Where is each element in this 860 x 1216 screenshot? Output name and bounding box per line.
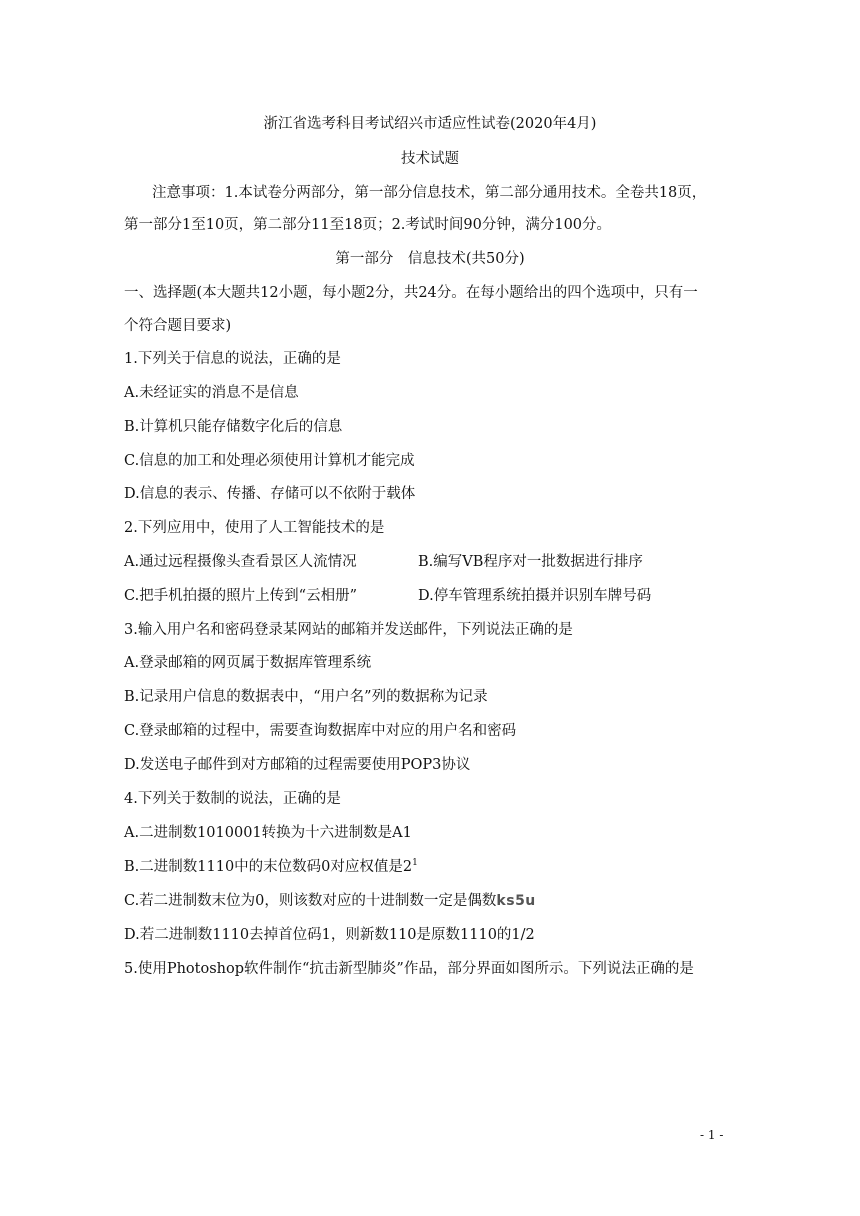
page-number: - 1 -	[700, 1128, 724, 1142]
exam-subject: 技术试题	[401, 151, 459, 167]
q3-option-c: C.登录邮箱的过程中，需要查询数据库中对应的用户名和密码	[124, 723, 517, 739]
q1-option-b: B.计算机只能存储数字化后的信息	[124, 419, 343, 435]
q4-option-c	[124, 891, 536, 911]
q3-option-d: D.发送电子邮件到对方邮箱的过程需要使用POP3协议	[124, 757, 471, 773]
q1-option-d: D.信息的表示、传播、存储可以不依附于载体	[124, 486, 416, 502]
q2-option-a: A.通过远程摄像头查看景区人流情况	[124, 554, 357, 570]
q3-stem: 3.输入用户名和密码登录某网站的邮箱并发送邮件，下列说法正确的是	[124, 622, 573, 638]
section-instructions-1: 一、选择题(本大题共12小题，每小题2分，共24分。在每小题给出的四个选项中，只有一	[124, 285, 698, 301]
q2-stem: 2.下列应用中，使用了人工智能技术的是	[124, 520, 385, 536]
q5-stem: 5.使用Photoshop软件制作“抗击新型肺炎”作品，部分界面如图所示。下列说法正确的是	[124, 961, 694, 977]
notice-line-1: 注意事项：1.本试卷分两部分，第一部分信息技术，第二部分通用技术。全卷共18页，	[152, 185, 707, 201]
q2-option-d: D.停车管理系统拍摄并识别车牌号码	[418, 588, 652, 604]
q4-option-d: D.若二进制数1110去掉首位码1，则新数110是原数1110的1/2	[124, 927, 535, 943]
q3-option-b: B.记录用户信息的数据表中，“用户名”列的数据称为记录	[124, 689, 488, 705]
part1-heading: 第一部分 信息技术(共50分)	[335, 251, 525, 267]
section-instructions-2: 个符合题目要求)	[124, 318, 232, 334]
q4-stem: 4.下列关于数制的说法，正确的是	[124, 791, 341, 807]
q1-option-c: C.信息的加工和处理必须使用计算机才能完成	[124, 453, 415, 469]
q2-option-c: C.把手机拍摄的照片上传到“云相册”	[124, 588, 358, 604]
q4-option-a: A.二进制数1010001转换为十六进制数是A1	[124, 825, 412, 841]
q4-option-b	[124, 857, 418, 877]
notice-line-2: 第一部分1至10页，第二部分11至18页；2.考试时间90分钟，满分100分。	[124, 217, 612, 233]
q1-stem: 1.下列关于信息的说法，正确的是	[124, 351, 341, 367]
q2-option-b: B.编写VB程序对一批数据进行排序	[418, 554, 643, 570]
q4-option-c-text: C.若二进制数末位为0，则该数对应的十进制数一定是偶数	[124, 893, 497, 909]
exam-title: 浙江省选考科目考试绍兴市适应性试卷(2020年4月)	[263, 116, 597, 132]
q3-option-a: A.登录邮箱的网页属于数据库管理系统	[124, 655, 372, 671]
q4-option-b-text: B.二进制数1110中的末位数码0对应权值是2	[124, 859, 413, 875]
q1-option-a: A.未经证实的消息不是信息	[124, 385, 299, 401]
q4-option-b-exponent: 1	[412, 858, 418, 869]
ks5u-watermark: ks5u	[496, 893, 536, 909]
